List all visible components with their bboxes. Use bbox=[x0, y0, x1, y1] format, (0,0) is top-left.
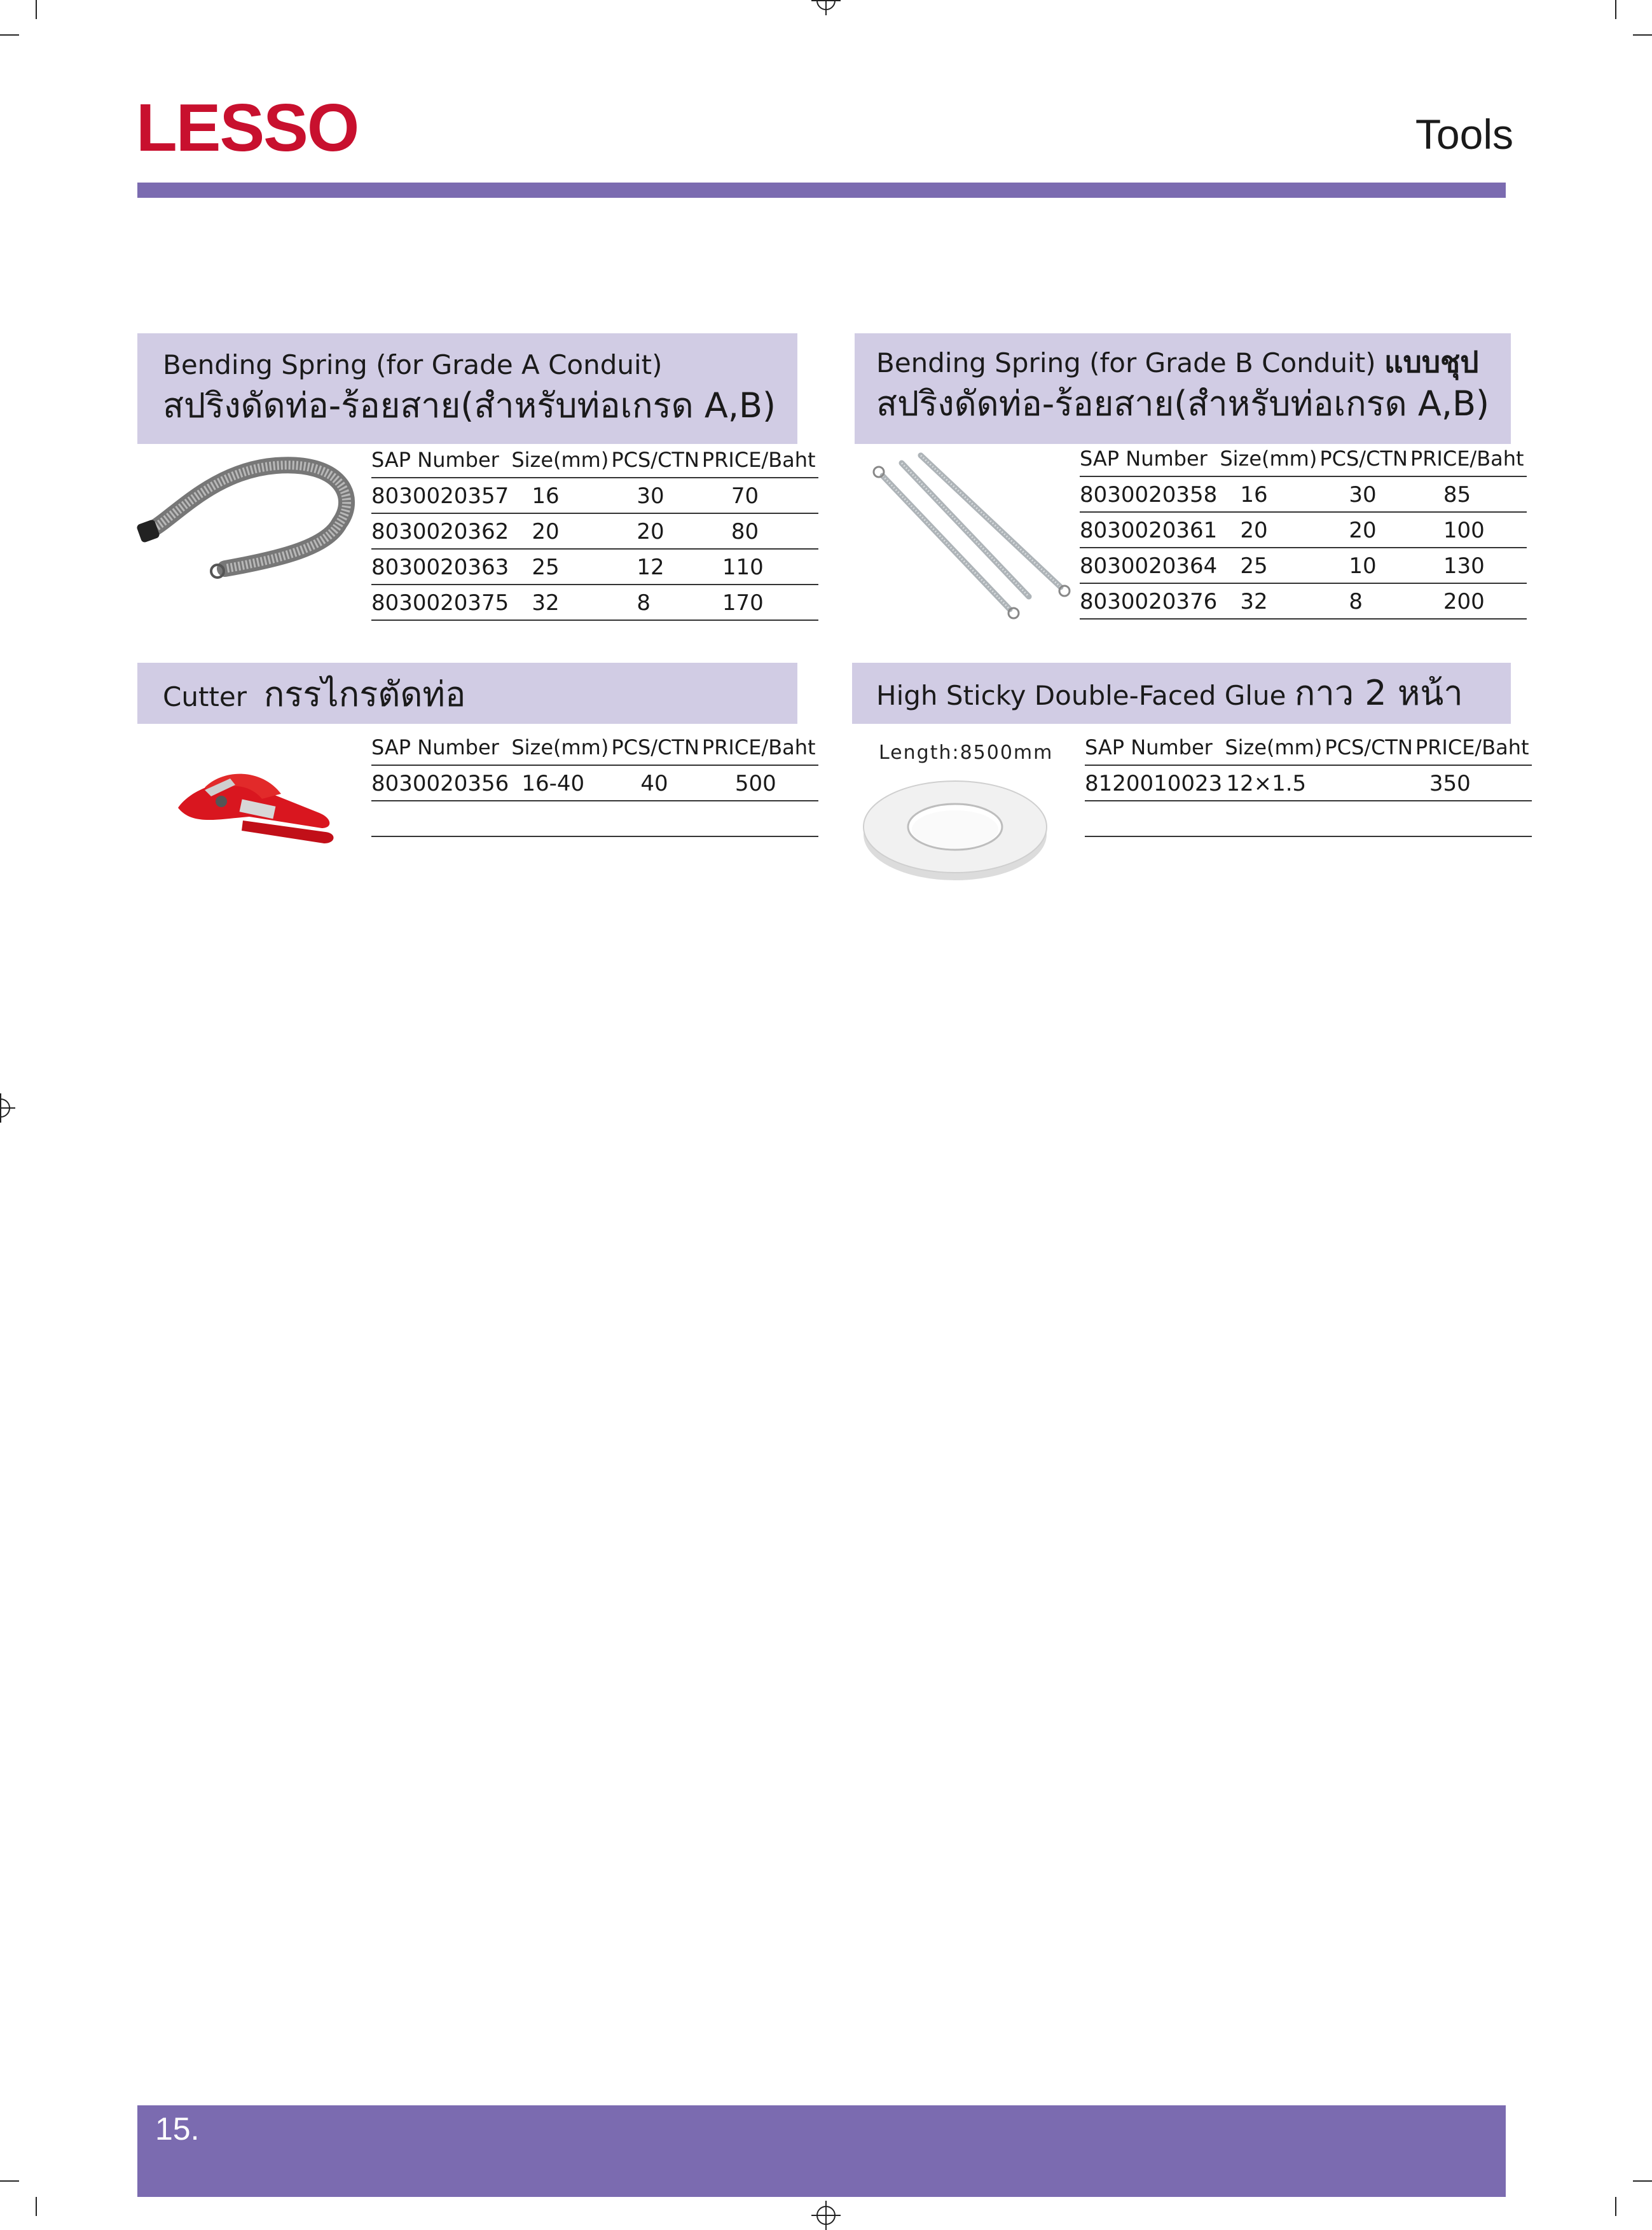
col-price: PRICE/Baht bbox=[702, 731, 818, 765]
table-row bbox=[371, 585, 818, 620]
spec-table-glue bbox=[1085, 731, 1532, 837]
sap-number: 8030020364 bbox=[1080, 548, 1220, 583]
table-row bbox=[1080, 512, 1527, 548]
price: 500 bbox=[702, 765, 818, 801]
crop-mark bbox=[0, 34, 19, 36]
sap-number: 8030020363 bbox=[371, 549, 511, 585]
sap-number: 8120010023 bbox=[1085, 765, 1225, 801]
sap-number: 8030020357 bbox=[371, 478, 511, 513]
sap-number: 8030020375 bbox=[371, 585, 511, 620]
spec-table-grade-a bbox=[371, 444, 818, 621]
crop-mark bbox=[36, 0, 37, 19]
header-rule bbox=[137, 183, 1506, 198]
price: 130 bbox=[1410, 548, 1527, 583]
col-sap-number: SAP Number bbox=[1085, 731, 1225, 765]
crop-mark bbox=[1615, 0, 1616, 19]
col-sap-number: SAP Number bbox=[1080, 443, 1220, 476]
col-pcs-ctn: PCS/CTN bbox=[611, 731, 702, 765]
crop-mark bbox=[1615, 2197, 1616, 2216]
product-title-en-th: กรรไกรตัดท่อ bbox=[263, 674, 466, 714]
crop-mark bbox=[36, 2197, 37, 2216]
pcs-ctn: 12 bbox=[611, 549, 702, 585]
product-title-en: Bending Spring (for Grade A Conduit) bbox=[163, 349, 663, 380]
empty-cell bbox=[1325, 801, 1415, 836]
product-title-th: สปริงดัดท่อ-ร้อยสาย(สำหรับท่อเกรด A,B) bbox=[163, 385, 776, 426]
table-row bbox=[1085, 801, 1532, 836]
empty-cell bbox=[371, 801, 511, 836]
empty-cell bbox=[611, 801, 702, 836]
page-number: 15. bbox=[155, 2111, 200, 2147]
size: 20 bbox=[1220, 512, 1319, 548]
price: 85 bbox=[1410, 476, 1527, 512]
product-title-en-text: High Sticky Double-Faced Glue bbox=[876, 680, 1286, 711]
sap-number: 8030020361 bbox=[1080, 512, 1220, 548]
registration-mark bbox=[816, 2206, 836, 2225]
crop-mark bbox=[1633, 34, 1652, 36]
pcs-ctn: 10 bbox=[1319, 548, 1410, 583]
table-row bbox=[1080, 476, 1527, 512]
size: 32 bbox=[1220, 583, 1319, 619]
product-title-th: สปริงดัดท่อ-ร้อยสาย(สำหรับท่อเกรด A,B) bbox=[876, 384, 1490, 424]
size: 16-40 bbox=[511, 765, 611, 801]
pcs-ctn bbox=[1325, 765, 1415, 801]
product-title-en-text: Cutter bbox=[163, 681, 247, 712]
col-pcs-ctn: PCS/CTN bbox=[1319, 443, 1410, 476]
price: 350 bbox=[1415, 765, 1532, 801]
bending-spring-image bbox=[136, 452, 365, 585]
pcs-ctn: 30 bbox=[1319, 476, 1410, 512]
pipe-cutter-image bbox=[167, 749, 351, 870]
size: 12×1.5 bbox=[1225, 765, 1325, 801]
table-row bbox=[371, 478, 818, 513]
table-row bbox=[371, 513, 818, 549]
table-row bbox=[1080, 583, 1527, 619]
empty-cell bbox=[702, 801, 818, 836]
col-pcs-ctn: PCS/CTN bbox=[611, 444, 702, 478]
price: 80 bbox=[702, 513, 818, 549]
empty-cell bbox=[1415, 801, 1532, 836]
sap-number: 8030020362 bbox=[371, 513, 511, 549]
pcs-ctn: 8 bbox=[611, 585, 702, 620]
product-title-en bbox=[876, 670, 1485, 717]
registration-mark bbox=[0, 1098, 10, 1118]
lesso-logo: LESSO bbox=[136, 90, 359, 165]
spec-table-grade-b bbox=[1080, 443, 1527, 620]
sap-number: 8030020356 bbox=[371, 765, 511, 801]
col-size: Size(mm) bbox=[1220, 443, 1319, 476]
sap-number: 8030020376 bbox=[1080, 583, 1220, 619]
product-title-en-th: กาว 2 หน้า bbox=[1294, 673, 1463, 713]
table-row bbox=[371, 765, 818, 801]
table-row bbox=[371, 801, 818, 836]
table-header-row bbox=[371, 444, 818, 478]
col-price: PRICE/Baht bbox=[1415, 731, 1532, 765]
price: 110 bbox=[702, 549, 818, 585]
pcs-ctn: 8 bbox=[1319, 583, 1410, 619]
product-title-en bbox=[876, 342, 1485, 382]
product-header-glue bbox=[852, 663, 1511, 724]
col-price: PRICE/Baht bbox=[702, 444, 818, 478]
product-title-en bbox=[163, 672, 772, 718]
table-row bbox=[1080, 548, 1527, 583]
spec-table-cutter bbox=[371, 731, 818, 837]
length-label: Length:8500mm bbox=[879, 742, 1054, 764]
product-header-grade-b bbox=[855, 333, 1511, 444]
empty-cell bbox=[511, 801, 611, 836]
product-header-grade-a bbox=[137, 333, 797, 444]
price: 100 bbox=[1410, 512, 1527, 548]
product-header-cutter bbox=[137, 663, 797, 724]
footer-band bbox=[137, 2105, 1506, 2197]
pcs-ctn: 40 bbox=[611, 765, 702, 801]
col-size: Size(mm) bbox=[511, 731, 611, 765]
col-price: PRICE/Baht bbox=[1410, 443, 1527, 476]
pcs-ctn: 20 bbox=[1319, 512, 1410, 548]
size: 25 bbox=[1220, 548, 1319, 583]
col-size: Size(mm) bbox=[511, 444, 611, 478]
product-title-en-th: แบบชุป bbox=[1384, 345, 1479, 379]
size: 25 bbox=[511, 549, 611, 585]
pcs-ctn: 20 bbox=[611, 513, 702, 549]
pcs-ctn: 30 bbox=[611, 478, 702, 513]
section-title: Tools bbox=[1415, 111, 1513, 158]
size: 20 bbox=[511, 513, 611, 549]
price: 200 bbox=[1410, 583, 1527, 619]
table-header-row bbox=[1080, 443, 1527, 476]
col-sap-number: SAP Number bbox=[371, 731, 511, 765]
table-header-row bbox=[371, 731, 818, 765]
col-size: Size(mm) bbox=[1225, 731, 1325, 765]
crop-mark bbox=[1633, 2180, 1652, 2182]
col-sap-number: SAP Number bbox=[371, 444, 511, 478]
tape-roll-image bbox=[860, 768, 1050, 885]
price: 70 bbox=[702, 478, 818, 513]
col-pcs-ctn: PCS/CTN bbox=[1325, 731, 1415, 765]
table-row bbox=[1085, 765, 1532, 801]
table-header-row bbox=[1085, 731, 1532, 765]
sap-number: 8030020358 bbox=[1080, 476, 1220, 512]
product-title-en-text: Bending Spring (for Grade B Conduit) bbox=[876, 347, 1376, 378]
empty-cell bbox=[1225, 801, 1325, 836]
price: 170 bbox=[702, 585, 818, 620]
spring-set-image bbox=[870, 450, 1073, 622]
size: 16 bbox=[511, 478, 611, 513]
size: 16 bbox=[1220, 476, 1319, 512]
empty-cell bbox=[1085, 801, 1225, 836]
crop-mark bbox=[0, 2180, 19, 2182]
size: 32 bbox=[511, 585, 611, 620]
registration-mark bbox=[816, 0, 836, 10]
table-row bbox=[371, 549, 818, 585]
